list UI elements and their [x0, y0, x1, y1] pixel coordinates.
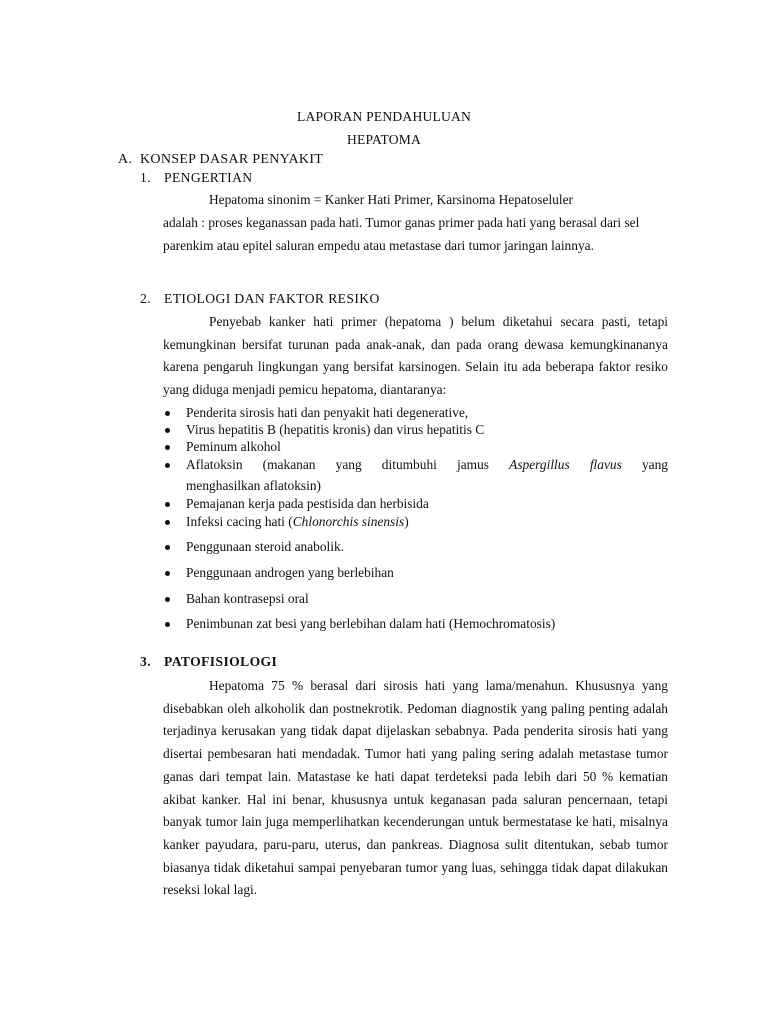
bullet-icon: [165, 520, 170, 525]
list-item: Penggunaan steroid anabolik.: [163, 538, 668, 556]
bullet-icon: [165, 597, 170, 602]
list-item: Infeksi cacing hati (Chlonorchis sinensis): [163, 513, 668, 531]
bullet-icon: [165, 463, 170, 468]
section-a-letter: A.: [118, 152, 133, 167]
section-3-number: 3.: [140, 654, 151, 669]
section-1-first-line: Hepatoma sinonim = Kanker Hati Primer, Karsinoma Hepatoseluler: [209, 192, 573, 207]
section-3-heading: [140, 654, 277, 670]
bullet-icon: [165, 545, 170, 550]
bullet-icon: [165, 428, 170, 433]
section-2-heading: [140, 291, 380, 307]
section-3-body-text: Hepatoma 75 % berasal dari sirosis hati yang lama/menahun. Khususnya yang disebabkan oleh alkoholik dan postnekrotik. Pedoman diagnostik yang paling penting adalah terjadinya kerusakan yang tidak dapat dijelaskan sebabnya. Pada penderita sirosis hati yang disertai pembesaran hati mendadak. Tumor hati yang paling sering adalah metastase tumor ganas dari tempat lain. Matastase ke hati dapat terdeteksi pada lebih dari 50 % kematian akibat kanker. Hal ini benar, khususnya untuk keganasan pada saluran pencernaan, tetapi banyak tumor lain juga memperlihatkan kecenderungan untuk bermestatase ke hati, misalnya kanker payudara, paru-paru, uterus, dan pankreas. Diagnosa sulit ditentukan, sebab tumor biasanya tidak diketahui sampai penyebaran tumor yang luas, sehingga tidak dapat dilakukan reseksi lokal lagi.: [163, 678, 668, 898]
document-title: LAPORAN PENDAHULUAN: [296, 109, 472, 124]
bullet-icon: [165, 445, 170, 450]
list-item: Bahan kontrasepsi oral: [163, 590, 668, 608]
list-item: Aflatoksin (makanan yang ditumbuhi jamus Aspergillus flavus yang menghasilkan aflatoksin): [163, 456, 668, 495]
section-3-title: PATOFISIOLOGI: [164, 654, 278, 669]
list-item: Penggunaan androgen yang berlebihan: [163, 564, 668, 582]
section-1-number: 1.: [140, 170, 151, 185]
section-a-heading: [118, 152, 323, 168]
section-1-heading: [140, 170, 253, 186]
list-item: Penimbunan zat besi yang berlebihan dalam hati (Hemochromatosis): [163, 615, 668, 633]
list-item: Pemajanan kerja pada pestisida dan herbisida: [163, 495, 668, 513]
list-item: Peminum alkohol: [163, 438, 668, 456]
document-subtitle: HEPATOMA: [346, 132, 422, 147]
section-2-body-text: Penyebab kanker hati primer (hepatoma ) belum diketahui secara pasti, tetapi kemungkinan bersifat turunan pada anak-anak, dan pada orang dewasa kemungkinananya karena pengaruh lingkungan yang bersifat karsinogen. Selain itu ada beberapa faktor resiko yang diduga menjadi pemicu hepatoma, diantaranya:: [163, 314, 668, 398]
section-2-body: [163, 311, 668, 402]
bullet-icon: [165, 622, 170, 627]
list-item: Virus hepatitis B (hepatitis kronis) dan virus hepatitis C: [163, 421, 668, 439]
section-1-body: adalah : proses keganassan pada hati. Tumor ganas primer pada hati yang berasal dari sel parenkim atau epitel saluran empedu atau metastase dari tumor jaringan lainnya.: [163, 215, 640, 253]
section-2-title: ETIOLOGI DAN FAKTOR RESIKO: [164, 291, 380, 306]
bullet-icon: [165, 502, 170, 507]
section-a-title: KONSEP DASAR PENYAKIT: [140, 152, 324, 167]
list-item: Penderita sirosis hati dan penyakit hati degenerative,: [163, 404, 668, 422]
bullet-icon: [165, 411, 170, 416]
bullet-icon: [165, 571, 170, 576]
section-3-body: [163, 675, 668, 902]
section-1-title: PENGERTIAN: [164, 170, 253, 185]
section-2-number: 2.: [140, 291, 151, 306]
